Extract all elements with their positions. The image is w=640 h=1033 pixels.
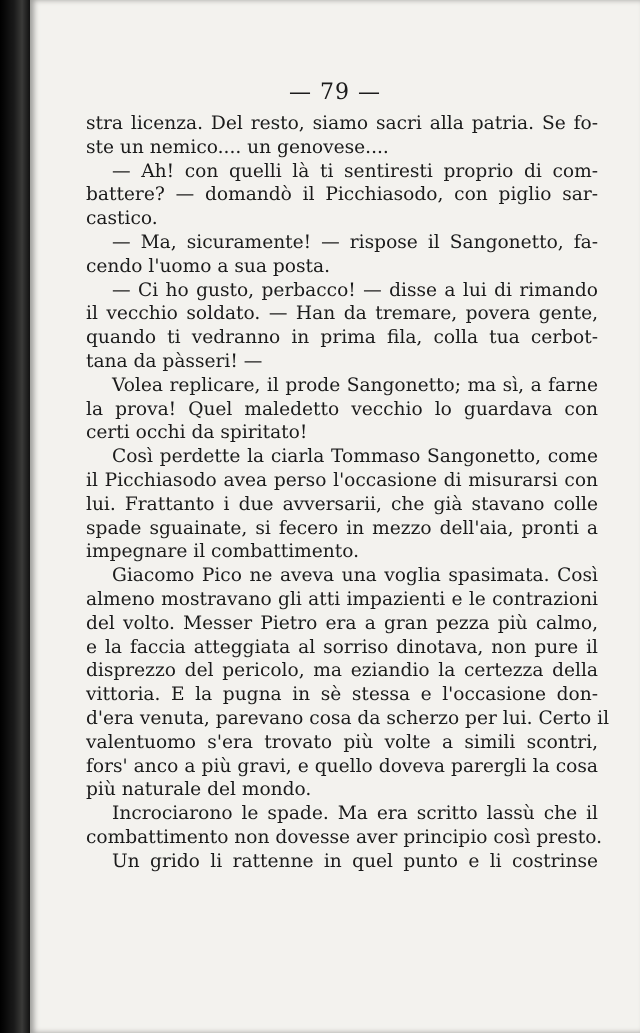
text-line: Un grido li rattenne in quel punto e li costrinse (112, 850, 598, 872)
body-text (86, 112, 610, 874)
text-line: ste un nemico.... un genovese.... (86, 136, 389, 158)
text-line: — Ma, sicuramente! — rispose il Sangonetto, fa- (112, 231, 598, 253)
text-line: — Ah! con quelli là ti sentiresti proprio di com- (112, 160, 598, 182)
text-line: almeno mostravano gli atti impazienti e le contrazioni (86, 588, 598, 610)
text-line: spade sguainate, si fecero in mezzo dell'aia, pronti a (86, 517, 598, 539)
text-line: disprezzo del pericolo, ma eziandio la certezza della (86, 660, 598, 682)
text-line: tana da pàsseri! — (86, 350, 263, 372)
text-line: del volto. Messer Pietro era a gran pezza più calmo, (86, 612, 598, 634)
text-line: impegnare il combattimento. (86, 541, 360, 563)
text-line: quando ti vedranno in prima fila, colla tua cerbot- (86, 327, 598, 349)
text-line: certi occhi da spiritato! (86, 422, 308, 444)
page-number: — 79 — (289, 80, 381, 105)
book-page (30, 0, 640, 1033)
text-line: — Ci ho gusto, perbacco! — disse a lui di rimando (112, 279, 598, 301)
text-line: vittoria. E la pugna in sè stessa e l'occasione don- (86, 684, 598, 706)
text-line: d'era venuta, parevano cosa da scherzo per lui. Certo il (86, 707, 610, 729)
text-line: Volea replicare, il prode Sangonetto; ma sì, a farne (112, 374, 598, 396)
text-line: il vecchio soldato. — Han da tremare, povera gente, (86, 303, 598, 325)
text-line: cendo l'uomo a sua posta. (86, 255, 330, 277)
scan-dark-margin (0, 0, 30, 1033)
text-line: fors' anco a più gravi, e quello doveva parergli la cosa (86, 755, 598, 777)
text-line: valentuomo s'era trovato più volte a simili scontri, (86, 731, 598, 753)
text-line: Giacomo Pico ne aveva una voglia spasimata. Così (112, 565, 598, 587)
text-line: stra licenza. Del resto, siamo sacri alla patria. Se fo- (86, 113, 598, 134)
text-line: la prova! Quel maledetto vecchio lo guardava con (86, 398, 598, 420)
text-line: battere? — domandò il Picchiasodo, con piglio sar- (86, 184, 598, 206)
text-line: combattimento non dovesse aver principio così presto. (86, 826, 602, 848)
text-line: e la faccia atteggiata al sorriso dinotava, non pure il (86, 636, 598, 658)
text-line: Incrociarono le spade. Ma era scritto lassù che il (112, 803, 598, 825)
text-line: castico. (86, 208, 158, 230)
text-line: il Picchiasodo avea perso l'occasione di misurarsi con (86, 469, 598, 491)
text-line: Così perdette la ciarla Tommaso Sangonetto, come (112, 446, 598, 468)
text-line: più naturale del mondo. (86, 779, 312, 801)
text-line: lui. Frattanto i due avversarii, che già stavano colle (86, 493, 598, 515)
